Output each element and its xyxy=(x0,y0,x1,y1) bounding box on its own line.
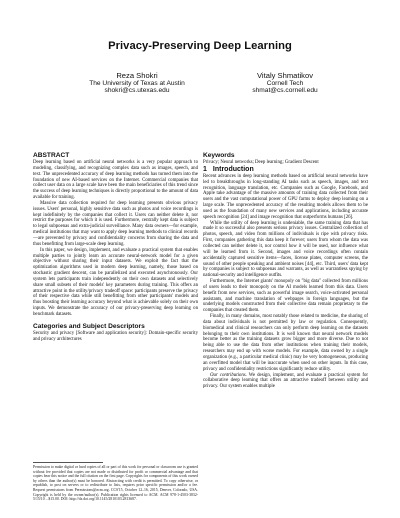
right-column xyxy=(203,152,368,390)
keywords-text: Privacy; Neural networks; Deep learning; Gradient Descent xyxy=(203,160,319,165)
intro-paragraph: Finally, in many domains, most notably those related to medicine, the sharing of data about individuals is not permitted by law or regulation. Consequently, biomedical and clinical researchers can only perform deep learning on the datasets belonging to their own institutions. It is well known that neural network models become better as the training datasets grow bigger and more diverse. Due to not being able to use the data from other institutions when training their models, researchers may end up with worse models. For example, data owned by a single organization (e.g., a particular medical clinic) may be very homogeneous, producing an overfitted model that will be inaccurate when used on other inputs. In this case, privacy and confidentiality restrictions significantly reduce utility. xyxy=(203,314,368,372)
footnote-rule xyxy=(33,462,103,463)
permission-text: Permission to make digital or hard copies of all or part of this work for personal or classroom use is granted without fee provided that copies are not made or distributed for profit or commercial advantage and that copies bear this notice and the full citation on the first page. Copyrights for components of this work owned by others than the author(s) must be honored. Abstracting with credit is permitted. To copy otherwise, or republish, to post on servers or to redistribute to lists, requires prior specific permission and/or a fee. Request permissions from Permissions@acm.org. CCS'15, October 12–16, 2015, Denver, Colorado, USA. Copyright is held by the owner/author(s). Publication rights licensed to ACM. ACM 978-1-4503-3832-5/15/10 ...$15.00. DOI: http://dx.doi.org/10.1145/2810103.2813687. xyxy=(33,465,198,502)
abstract-body xyxy=(33,160,198,318)
permission-footnote xyxy=(33,462,198,502)
intro-paragraph: Furthermore, the Internet giants' monopoly on "big data" collected from millions of users leads to their monopoly on the AI models learned from this data. Users benefit from new services, such as powerful image search, voice-activated personal assistants, and machine translation of webpages in foreign languages, but the underlying models constructed from their collective data remain proprietary to the companies that created them. xyxy=(203,279,368,314)
contributions-paragraph xyxy=(203,373,368,391)
section-number: 1 xyxy=(203,165,207,173)
abstract-heading: ABSTRACT xyxy=(33,152,70,159)
intro-paragraph: Recent advances in deep learning methods based on artificial neural networks have led to breakthroughs in long-standing AI tasks such as speech, images, and text recognition, language translation, etc. Companies such as Google, Facebook, and Apple take advantage of the massive amounts of training data collected from their users and the vast computational power of GPU farms to deploy deep learning on a large scale. The unprecedented accuracy of the resulting models allows them to be used as the foundation of many new services and applications, including accurate speech recognition [24] and image recognition that outperforms humans [26]. xyxy=(203,173,368,220)
author-affiliation: Cornell Tech xyxy=(266,80,304,87)
keywords-heading: Keywords xyxy=(203,152,235,159)
abstract-paragraph: Massive data collection required for deep learning presents obvious privacy issues. Users' personal, highly sensitive data such as photos and voice recordings is kept indefinitely by the companies that collect it. Users can neither delete it, nor restrict the purposes for which it is used. Furthermore, centrally kept data is subject to legal subpoenas and extra-judicial surveillance. Many data owners—for example, medical institutions that may want to apply deep learning methods to clinical records—are prevented by privacy and confidentiality concerns from sharing the data and thus benefitting from large-scale deep learning. xyxy=(33,200,198,247)
categories-text: Security and privacy [Software and application security]: Domain-specific security and privacy architectures xyxy=(33,330,198,342)
introduction-heading xyxy=(203,166,368,174)
abstract-paragraph: In this paper, we design, implement, and evaluate a practical system that enables multiple parties to jointly learn an accurate neural-network model for a given objective without sharing their input datasets. We exploit the fact that the optimization algorithms used in modern deep learning, namely, those based on stochastic gradient descent, can be parallelized and executed asynchronously. Our system lets participants train independently on their own datasets and selectively share small subsets of their models' key parameters during training. This offers an attractive point in the utility/privacy tradeoff space: participants preserve the privacy of their respective data while still benefitting from other participants' models and thus boosting their learning accuracy beyond what is achievable solely on their own inputs. We demonstrate the accuracy of our privacy-preserving deep learning on benchmark datasets. xyxy=(33,247,198,317)
section-title: Introduction xyxy=(212,165,254,173)
introduction-body xyxy=(203,174,368,390)
author-email: shokri@cs.utexas.edu xyxy=(104,87,170,95)
contributions-lead: Our contributions. xyxy=(210,372,247,378)
intro-paragraph: While the utility of deep learning is undeniable, the same training data that has made it so successful also presents serious privacy issues. Centralized collection of photos, speech, and video from millions of individuals is ripe with privacy risks. First, companies gathering this data keep it forever; users from whom the data was collected can neither delete it, nor control how it will be used, nor influence what will be learned from it. Second, images and voice recordings often contain accidentally captured sensitive items—faces, license plates, computer screens, the sound of other people speaking and ambient noises [44], etc. Third, users' data kept by companies is subject to subpoenas and warrants, as well as warrantless spying by national-security and intelligence outfits. xyxy=(203,220,368,279)
author-affiliation: The University of Texas at Austin xyxy=(89,80,185,87)
categories-heading: Categories and Subject Descriptors xyxy=(33,322,145,330)
author-email: shmat@cs.cornell.edu xyxy=(252,87,318,95)
contributions-text: We design, implement, and evaluate a practical system for collaborative deep learning that offers an attractive tradeoff between utility and privacy. Our system enables multiple xyxy=(203,372,369,390)
author-name: Vitaly Shmatikov xyxy=(257,71,313,80)
author-block-1 xyxy=(62,71,212,95)
left-column xyxy=(33,152,198,342)
author-block-2 xyxy=(220,71,350,95)
abstract-paragraph: Deep learning based on artificial neural networks is a very popular approach to modeling, classifying, and recognizing complex data such as images, speech, and text. The unprecedented accuracy of deep learning methods has turned them into the foundation of new AI-based services on the Internet. Commercial companies that collect user data on a large scale have been the main beneficiaries of this trend since the success of deep learning techniques is directly proportional to the amount of data available for training. xyxy=(33,160,198,201)
paper-title: Privacy-Preserving Deep Learning xyxy=(108,40,292,52)
author-name: Reza Shokri xyxy=(116,71,158,80)
